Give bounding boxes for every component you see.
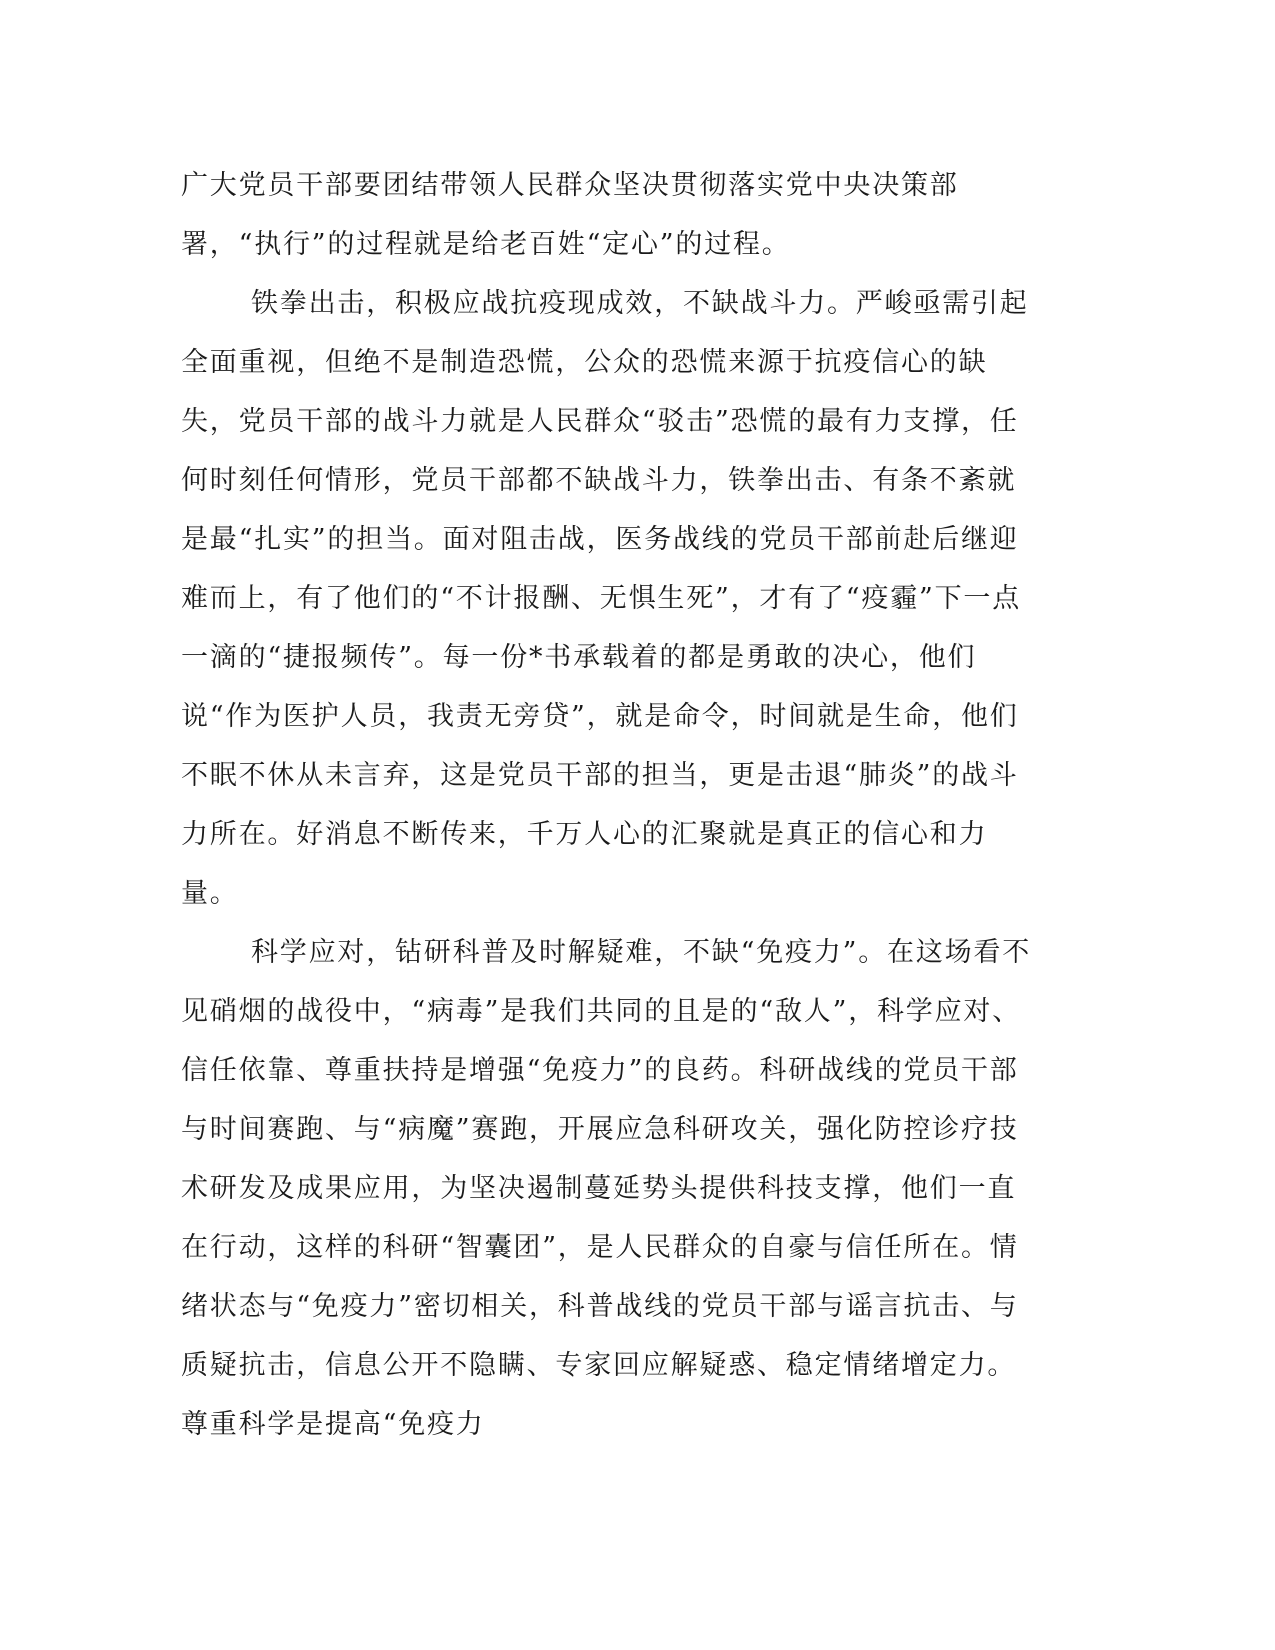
- paragraph-continuation: 广大党员干部要团结带领人民群众坚决贯彻落实党中央决策部署，“执行”的过程就是给老百姓“定心”的过程。: [181, 170, 959, 260]
- paragraph-immunity: 科学应对，钻研科普及时解疑难，不缺“免疫力”。在这场看不见硝烟的战役中，“病毒”是我们共同的且是的“敌人”，科学应对、信任依靠、尊重扶持是增强“免疫力”的良药。科研战线的党员干部与时间赛跑、与“病魔”赛跑，开展应急科研攻关，强化防控诊疗技术研发及成果应用，为坚决遏制蔓延势头提供科技支撑，他们一直在行动，这样的科研“智囊团”，是人民群众的自豪与信任所在。情绪状态与“免疫力”密切相关，科普战线的党员干部与谣言抗击、与质疑抗击，信息公开不隐瞒、专家回应解疑惑、稳定情绪增定力。尊重科学是提高“免疫力: [181, 937, 1032, 1440]
- document-body: [181, 156, 1031, 1454]
- paragraph-combat-strength: 铁拳出击，积极应战抗疫现成效，不缺战斗力。严峻亟需引起全面重视，但绝不是制造恐慌，公众的恐慌来源于抗疫信心的缺失，党员干部的战斗力就是人民群众“驳击”恐慌的最有力支撑，任何时刻任何情形，党员干部都不缺战斗力，铁拳出击、有条不紊就是最“扎实”的担当。面对阻击战，医务战线的党员干部前赴后继迎难而上，有了他们的“不计报酬、无惧生死”，才有了“疫霾”下一点一滴的“捷报频传”。每一份*书承载着的都是勇敢的决心，他们说“作为医护人员，我责无旁贷”，就是命令，时间就是生命，他们不眠不休从未言弃，这是党员干部的担当，更是击退“肺炎”的战斗力所在。好消息不断传来，千万人心的汇聚就是真正的信心和力量。: [181, 288, 1029, 909]
